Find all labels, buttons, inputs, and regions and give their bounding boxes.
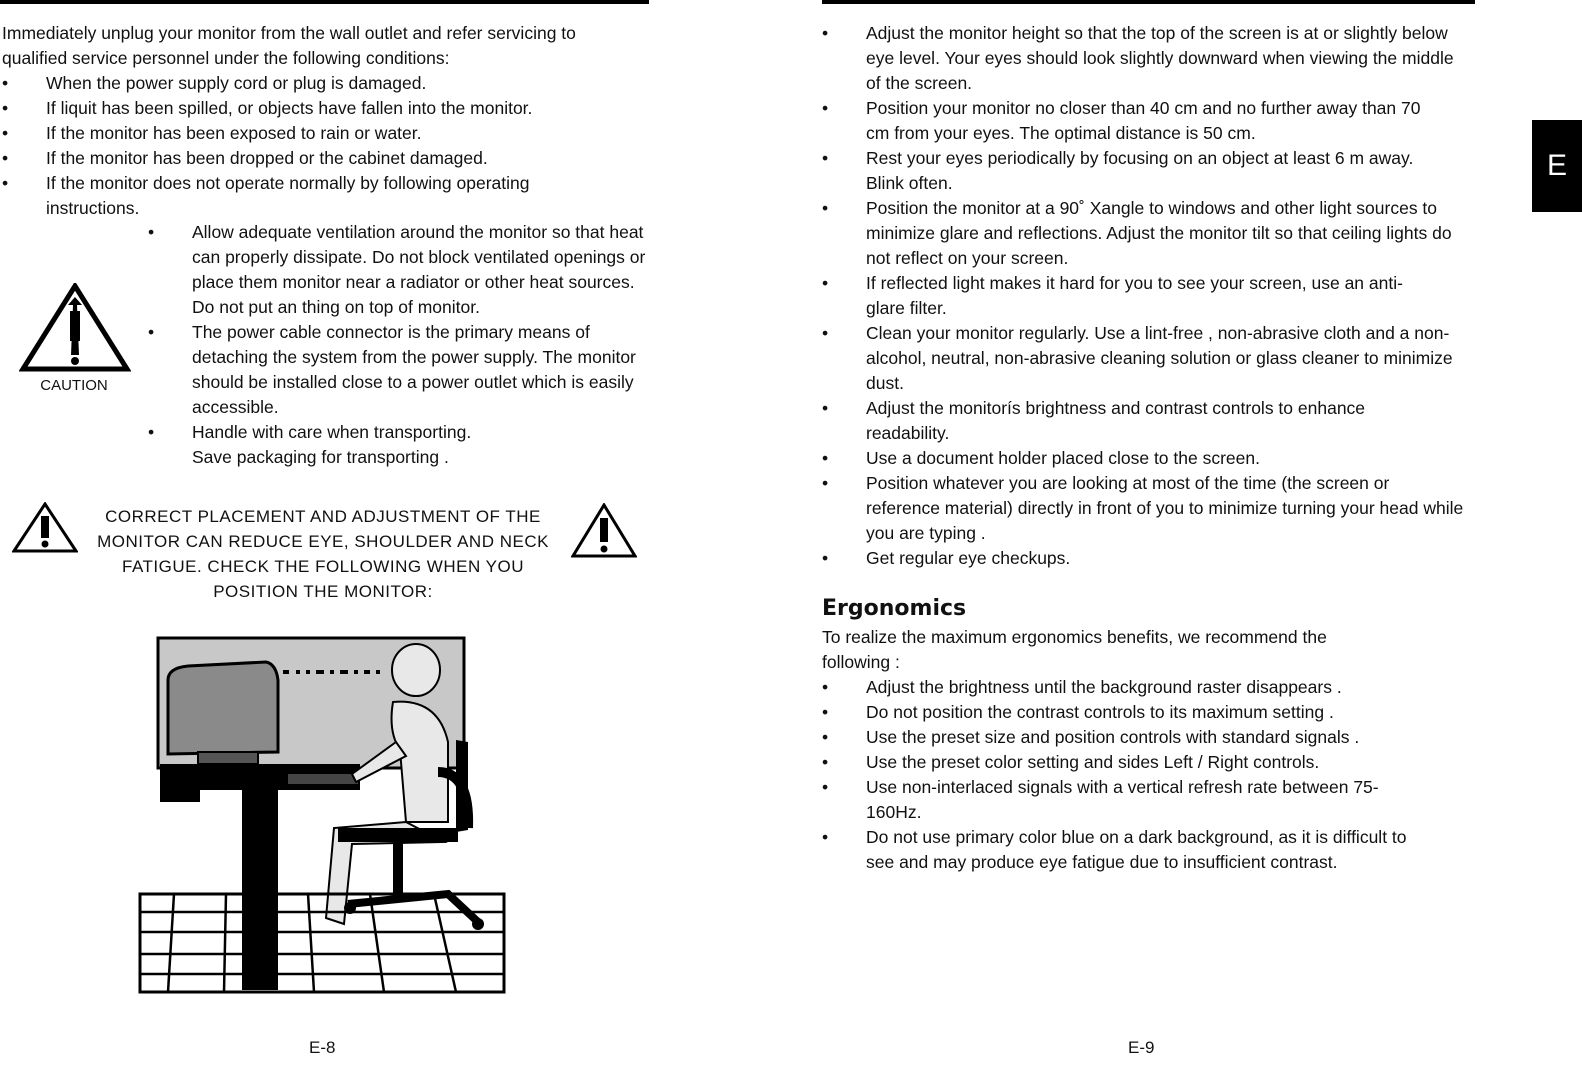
workstation-illustration [138, 632, 508, 997]
list-item: • If liquit has been spilled, or objects have fallen into the monitor. [2, 98, 533, 118]
section-tab: E [1532, 120, 1582, 212]
list-item: • Use a document holder placed close to the screen. [822, 448, 1260, 468]
placement-warning: CORRECT PLACEMENT AND ADJUSTMENT OF THE MONITOR CAN REDUCE EYE, SHOULDER AND NECK FATIGUE. CHECK THE FOLLOWING WHEN YOU POSITION THE MONITOR: [97, 507, 549, 601]
list-item: • Use the preset color setting and sides Left / Right controls. [822, 752, 1320, 772]
list-item: • Get regular eye checkups. [822, 548, 1071, 568]
list-item: • Adjust the monitorís brightness and contrast controls to enhance readability. [822, 398, 1366, 443]
top-rule-right [822, 0, 1475, 4]
list-item: • Adjust the monitor height so that the top of the screen is at or slightly below eye level. Your eyes should look slightly downward when viewing the middle of the screen. [822, 23, 1454, 93]
list-item: Save packaging for transporting . [192, 447, 449, 467]
list-item: • Clean your monitor regularly. Use a lint-free , non-abrasive cloth and a non-alcohol, neutral, non-abrasive cleaning solution or glass cleaner to minimize dust. [822, 323, 1453, 393]
list-item: • Rest your eyes periodically by focusing on an object at least 6 m away. Blink often. [822, 148, 1414, 193]
caution-label: CAUTION [40, 377, 108, 394]
top-rule-left [0, 0, 649, 4]
warning-icon-left [12, 502, 78, 554]
list-item: • Do not use primary color blue on a dark background, as it is difficult to see and may produce eye fatigue due to insufficient contrast. [822, 827, 1407, 872]
list-item: • Adjust the brightness until the background raster disappears . [822, 677, 1342, 697]
list-item: • Position the monitor at a 90˚ Xangle to windows and other light sources to minimize glare and reflections. Adjust the monitor tilt so that ceiling lights do not reflect on your screen. [822, 198, 1452, 268]
list-item: • Use non-interlaced signals with a vertical refresh rate between 75-160Hz. [822, 777, 1379, 822]
placement-checklist [822, 21, 1467, 571]
caution-list [148, 220, 646, 470]
ergonomics-heading: Ergonomics [822, 596, 967, 621]
list-item: • When the power supply cord or plug is damaged. [2, 73, 427, 93]
list-item: • If the monitor does not operate normally by following operating instructions. [2, 173, 530, 218]
ergonomics-list [822, 675, 1467, 875]
ergonomics-intro: To realize the maximum ergonomics benefits, we recommend the following : [822, 627, 1327, 672]
list-item: • Allow adequate ventilation around the monitor so that heat can properly dissipate. Do not block ventilated openings or place them monitor near a radiator or other heat sources. Do not put an thing on top of monitor. [148, 222, 646, 317]
page-number-right: E-9 [1128, 1038, 1155, 1057]
list-item: • If the monitor has been exposed to rain or water. [2, 123, 422, 143]
list-item: • If reflected light makes it hard for you to see your screen, use an anti-glare filter. [822, 273, 1403, 318]
list-item: • Do not position the contrast controls to its maximum setting . [822, 702, 1334, 722]
list-item: • Use the preset size and position controls with standard signals . [822, 727, 1360, 747]
caution-warning-icon [19, 283, 131, 375]
conditions-list [2, 71, 642, 221]
list-item: • Handle with care when transporting. [148, 422, 472, 442]
intro-paragraph: Immediately unplug your monitor from the wall outlet and refer servicing to qualified service personnel under the following conditions: [2, 23, 576, 68]
list-item: • The power cable connector is the primary means of detaching the system from the power supply. The monitor should be installed close to a power outlet which is easily accessible. [148, 322, 636, 417]
list-item: • Position your monitor no closer than 40 cm and no further away than 70 cm from your eyes. The optimal distance is 50 cm. [822, 98, 1421, 143]
warning-icon-right [571, 503, 637, 559]
list-item: • If the monitor has been dropped or the cabinet damaged. [2, 148, 488, 168]
list-item: • Position whatever you are looking at most of the time (the screen or reference material) directly in front of you to minimize turning your head while you are typing . [822, 473, 1464, 543]
page-number-left: E-8 [309, 1038, 336, 1057]
